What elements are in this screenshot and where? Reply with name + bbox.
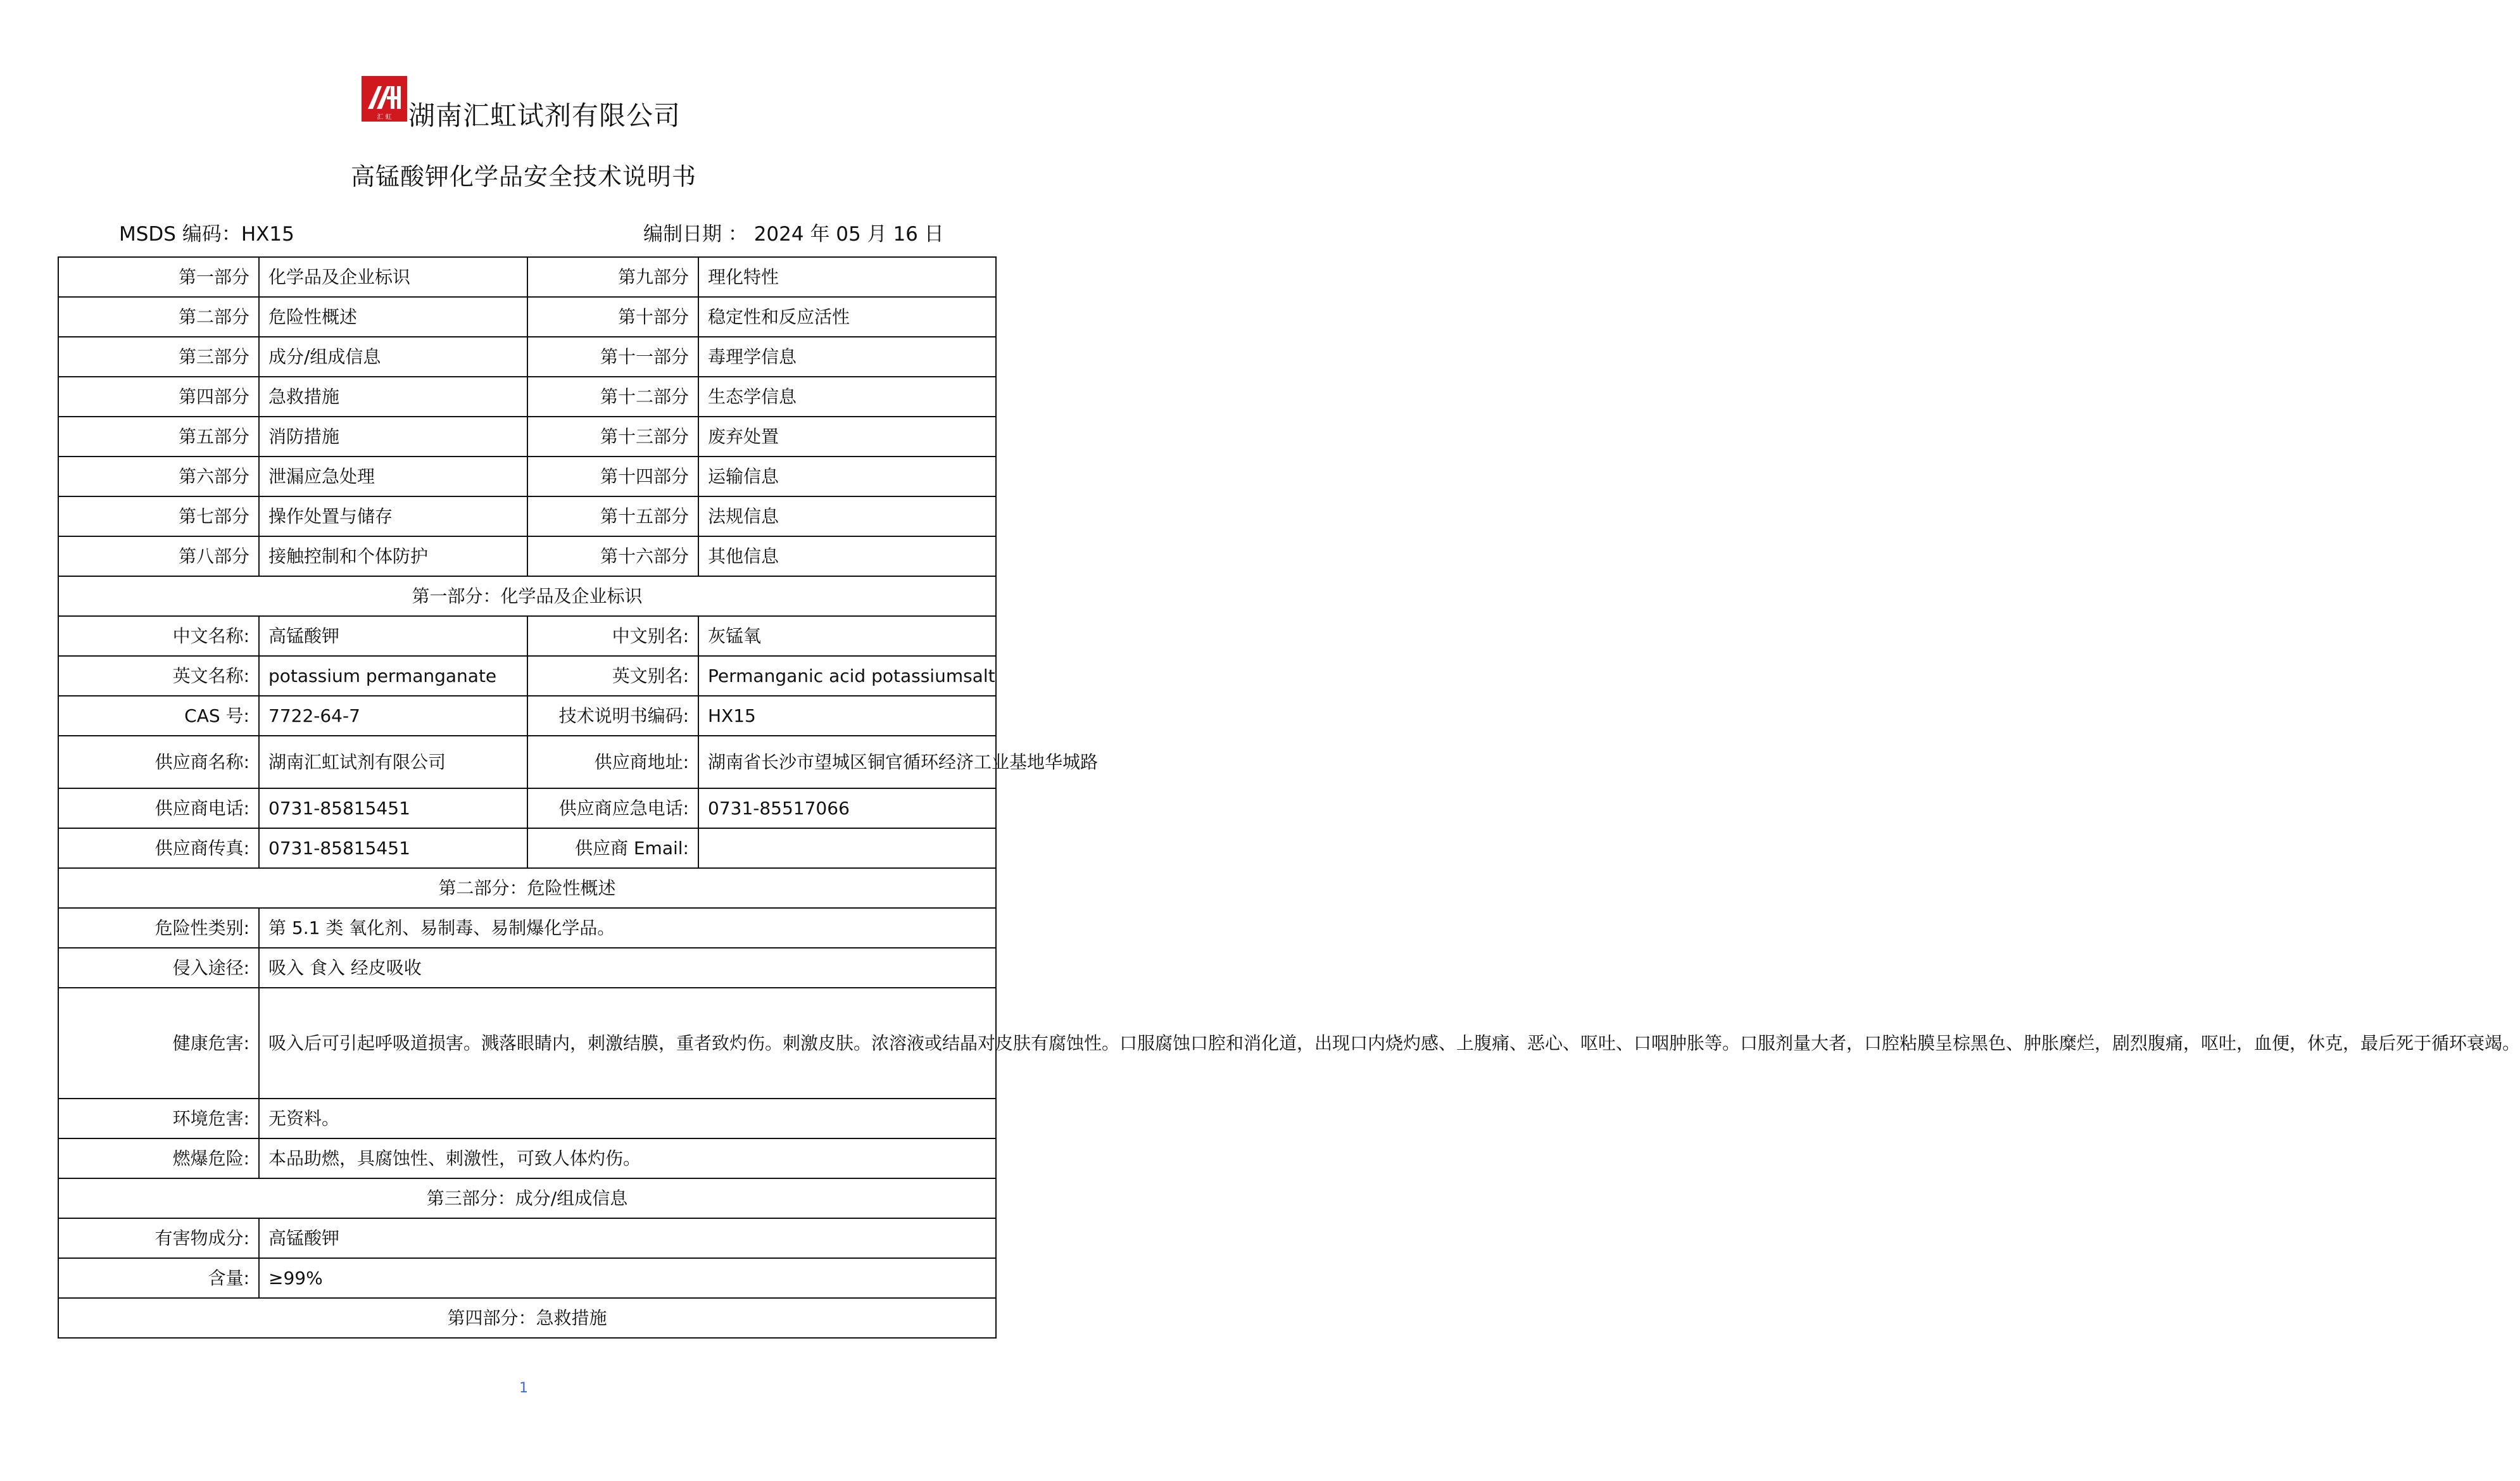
toc-row xyxy=(58,297,996,337)
toc-section-number: 第四部分 xyxy=(58,377,259,417)
field-value: 0731-85815451 xyxy=(259,788,527,828)
section-heading-row xyxy=(58,868,996,908)
toc-section-number: 第十部分 xyxy=(527,297,698,337)
toc-section-number: 第十四部分 xyxy=(527,457,698,496)
field-label: 供应商应急电话: xyxy=(527,788,698,828)
toc-row xyxy=(58,417,996,457)
field-label: 燃爆危险: xyxy=(58,1138,259,1178)
toc-section-title: 成分/组成信息 xyxy=(259,337,527,377)
toc-section-title: 稳定性和反应活性 xyxy=(698,297,996,337)
toc-section-title: 其他信息 xyxy=(698,536,996,576)
field-label: 含量: xyxy=(58,1258,259,1298)
field-value: 第 5.1 类 氧化剂、易制毒、易制爆化学品。 xyxy=(259,908,996,948)
toc-section-title: 消防措施 xyxy=(259,417,527,457)
field-row xyxy=(58,656,996,696)
section-heading-part2: 第二部分：危险性概述 xyxy=(58,868,996,908)
field-label: 供应商传真: xyxy=(58,828,259,868)
field-label: 环境危害: xyxy=(58,1099,259,1138)
toc-section-number: 第十二部分 xyxy=(527,377,698,417)
field-label: 供应商地址: xyxy=(527,736,698,788)
field-value: 吸入 食入 经皮吸收 xyxy=(259,948,996,988)
toc-section-title: 泄漏应急处理 xyxy=(259,457,527,496)
toc-section-title: 急救措施 xyxy=(259,377,527,417)
field-value: HX15 xyxy=(698,696,996,736)
toc-section-title: 危险性概述 xyxy=(259,297,527,337)
toc-row xyxy=(58,257,996,297)
field-row xyxy=(58,788,996,828)
section-heading-row xyxy=(58,1178,996,1218)
field-value: 7722-64-7 xyxy=(259,696,527,736)
section-heading-row xyxy=(58,576,996,616)
toc-section-number: 第六部分 xyxy=(58,457,259,496)
field-row xyxy=(58,1258,996,1298)
toc-section-number: 第五部分 xyxy=(58,417,259,457)
field-value: 无资料。 xyxy=(259,1099,996,1138)
field-value: 湖南汇虹试剂有限公司 xyxy=(259,736,527,788)
field-value: 灰锰氧 xyxy=(698,616,996,656)
field-value: Permanganic acid potassiumsalt xyxy=(698,656,996,696)
field-row xyxy=(58,616,996,656)
field-row xyxy=(58,1099,996,1138)
company-logo xyxy=(362,76,407,122)
field-value-address: 湖南省长沙市望城区铜官循环经济工业基地华城路 xyxy=(698,736,996,788)
field-label: 中文名称: xyxy=(58,616,259,656)
company-name: 湖南汇虹试剂有限公司 xyxy=(408,100,681,131)
sds-table xyxy=(58,256,2520,1339)
field-row xyxy=(58,828,996,868)
field-label: 英文名称: xyxy=(58,656,259,696)
toc-section-title: 生态学信息 xyxy=(698,377,996,417)
document-title: 高锰酸钾化学品安全技术说明书 xyxy=(350,163,696,191)
toc-section-title: 化学品及企业标识 xyxy=(259,257,527,297)
toc-section-number: 第三部分 xyxy=(58,337,259,377)
field-value: 0731-85815451 xyxy=(259,828,527,868)
toc-row xyxy=(58,457,996,496)
field-value: 高锰酸钾 xyxy=(259,1218,996,1258)
toc-section-number: 第十六部分 xyxy=(527,536,698,576)
compile-date: 编制日期 ： 2024 年 05 月 16 日 xyxy=(643,223,944,246)
field-label: CAS 号: xyxy=(58,696,259,736)
logo-text: 汇 虹 xyxy=(377,114,392,121)
field-label: 供应商电话: xyxy=(58,788,259,828)
field-row xyxy=(58,988,996,1099)
toc-section-number: 第九部分 xyxy=(527,257,698,297)
field-row xyxy=(58,1218,996,1258)
toc-row xyxy=(58,377,996,417)
field-value: ≥99% xyxy=(259,1258,996,1298)
field-label: 健康危害: xyxy=(58,988,259,1099)
field-label: 技术说明书编码: xyxy=(527,696,698,736)
toc-section-title: 理化特性 xyxy=(698,257,996,297)
field-label: 供应商名称: xyxy=(58,736,259,788)
section-heading-part4: 第四部分：急救措施 xyxy=(58,1298,996,1338)
field-row xyxy=(58,696,996,736)
field-label: 供应商 Email: xyxy=(527,828,698,868)
toc-row xyxy=(58,337,996,377)
toc-section-number: 第八部分 xyxy=(58,536,259,576)
toc-section-number: 第二部分 xyxy=(58,297,259,337)
toc-row xyxy=(58,536,996,576)
toc-section-number: 第十一部分 xyxy=(527,337,698,377)
section-heading-part3: 第三部分：成分/组成信息 xyxy=(58,1178,996,1218)
field-value: potassium permanganate xyxy=(259,656,527,696)
field-value: 本品助燃，具腐蚀性、刺激性，可致人体灼伤。 xyxy=(259,1138,996,1178)
field-label: 危险性类别: xyxy=(58,908,259,948)
page-number: 1 xyxy=(519,1380,528,1396)
field-label: 侵入途径: xyxy=(58,948,259,988)
msds-code: MSDS 编码：HX15 xyxy=(119,223,294,246)
field-row xyxy=(58,908,996,948)
section-heading-row xyxy=(58,1298,996,1338)
field-label: 英文别名: xyxy=(527,656,698,696)
section-heading-part1: 第一部分：化学品及企业标识 xyxy=(58,576,996,616)
toc-section-title: 毒理学信息 xyxy=(698,337,996,377)
toc-row xyxy=(58,496,996,536)
toc-section-title: 操作处置与储存 xyxy=(259,496,527,536)
toc-section-title: 接触控制和个体防护 xyxy=(259,536,527,576)
field-row xyxy=(58,948,996,988)
field-value-health-hazard: 吸入后可引起呼吸道损害。溅落眼睛内，刺激结膜，重者致灼伤。刺激皮肤。浓溶液或结晶对皮肤有腐蚀性。口服腐蚀口腔和消化道，出现口内烧灼感、上腹痛、恶心、呕吐、口咽肿胀等。口服剂量大者，口腔粘膜呈棕黑色、肿胀糜烂，剧烈腹痛，呕吐，血便，休克，最后死于循环衰竭。 xyxy=(259,988,996,1099)
field-row xyxy=(58,736,996,788)
field-value xyxy=(698,828,996,868)
toc-section-number: 第一部分 xyxy=(58,257,259,297)
field-row xyxy=(58,1138,996,1178)
toc-section-number: 第十三部分 xyxy=(527,417,698,457)
field-label: 中文别名: xyxy=(527,616,698,656)
toc-section-title: 废弃处置 xyxy=(698,417,996,457)
toc-section-title: 法规信息 xyxy=(698,496,996,536)
toc-section-number: 第十五部分 xyxy=(527,496,698,536)
field-value: 0731-85517066 xyxy=(698,788,996,828)
toc-section-number: 第七部分 xyxy=(58,496,259,536)
field-label: 有害物成分: xyxy=(58,1218,259,1258)
field-value: 高锰酸钾 xyxy=(259,616,527,656)
toc-section-title: 运输信息 xyxy=(698,457,996,496)
